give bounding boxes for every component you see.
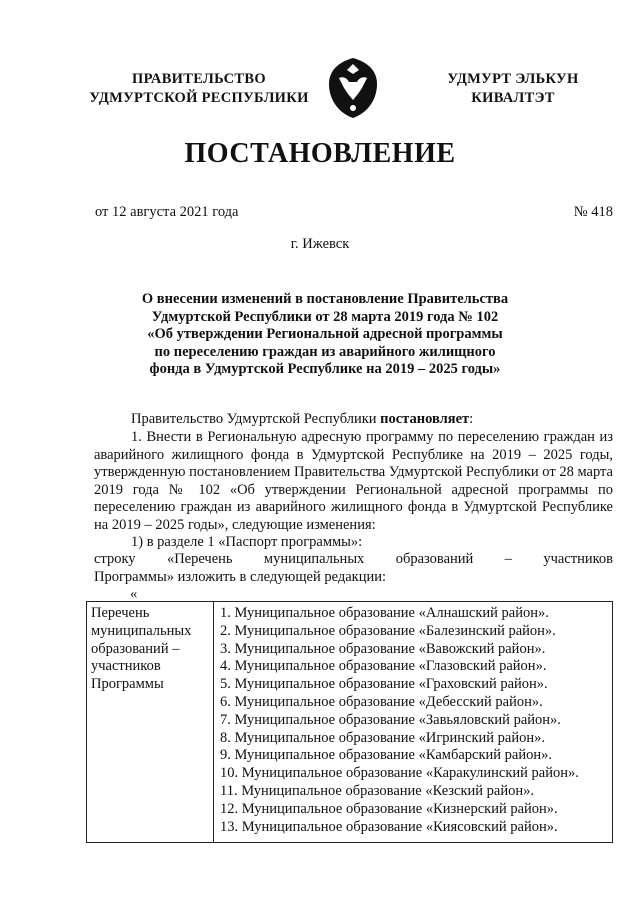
- label-line: участников: [91, 658, 161, 675]
- list-item: 10. Муниципальное образование «Каракулинский район».: [220, 765, 579, 782]
- header-right-line2: КИВАЛТЭТ: [471, 90, 555, 106]
- table-row: [87, 602, 613, 843]
- list-item: 7. Муниципальное образование «Завьяловский район».: [220, 711, 561, 728]
- p3-word: муниципальных: [263, 551, 365, 567]
- intro-bold-verb: постановляет: [380, 411, 470, 427]
- table-list-cell: [214, 602, 613, 843]
- passport-table: [86, 601, 613, 843]
- paragraph-3: [94, 551, 613, 586]
- list-item: 12. Муниципальное образование «Кизнерский район».: [220, 800, 558, 817]
- intro-end: :: [469, 411, 474, 427]
- p3-word: участников: [543, 551, 613, 567]
- table-label-cell: [87, 602, 214, 843]
- udmurt-coat-of-arms-icon: [325, 56, 381, 120]
- subject-line: О внесении изменений в постановление Правительства: [141, 291, 509, 307]
- label-line: Перечень: [91, 605, 150, 621]
- paragraph-3-rest: Программы» изложить в следующей редакции:: [94, 568, 387, 585]
- opening-quote: «: [130, 586, 138, 602]
- subject-line: по переселению граждан из аварийного жилищного: [154, 343, 496, 360]
- intro-text: Правительство Удмуртской Республики: [131, 411, 381, 427]
- label-line: образований –: [91, 640, 180, 657]
- intro-paragraph: [94, 411, 613, 429]
- list-item: 2. Муниципальное образование «Балезинский район».: [220, 622, 556, 639]
- p3-word: образований: [395, 551, 474, 567]
- list-item: 8. Муниципальное образование «Игринский район».: [220, 729, 546, 746]
- list-item: 9. Муниципальное образование «Камбарский район».: [220, 747, 552, 764]
- header-left-line2: УДМУРТСКОЙ РЕСПУБЛИКИ: [89, 90, 309, 106]
- label-line: муниципальных: [91, 622, 192, 639]
- list-item: 1. Муниципальное образование «Алнашский район».: [220, 605, 549, 621]
- list-item: 11. Муниципальное образование «Кезский район».: [220, 782, 534, 799]
- document-title: ПОСТАНОВЛЕНИЕ: [184, 138, 456, 169]
- document-city: г. Ижевск: [290, 236, 350, 252]
- p3-word: «Перечень: [166, 551, 233, 567]
- list-item: 4. Муниципальное образование «Глазовский район».: [220, 658, 547, 675]
- subject-line: фонда в Удмуртской Республике на 2019 – 2025 годы»: [149, 361, 501, 377]
- label-line: Программы: [91, 676, 164, 693]
- header-right-block: [418, 70, 608, 108]
- paragraph-3-first-line: [94, 551, 613, 569]
- header-left-block: [84, 70, 314, 108]
- subject-line: Удмуртской Республики от 28 марта 2019 года № 102: [151, 308, 499, 325]
- p3-word: –: [504, 551, 512, 567]
- header-right-line1: УДМУРТ ЭЛЬКУН: [447, 71, 579, 87]
- document-number: № 418: [573, 204, 613, 220]
- paragraph-2: 1) в разделе 1 «Паспорт программы»:: [131, 534, 363, 550]
- list-item: 3. Муниципальное образование «Вавожский район».: [220, 640, 546, 657]
- header-left-line1: ПРАВИТЕЛЬСТВО: [132, 71, 266, 87]
- list-item: 6. Муниципальное образование «Дебесский район».: [220, 693, 543, 710]
- document-date: от 12 августа 2021 года: [95, 204, 239, 220]
- subject-line: «Об утверждении Региональной адресной программы: [147, 326, 503, 342]
- list-item: 13. Муниципальное образование «Киясовский район».: [220, 818, 558, 835]
- paragraph-1: 1. Внести в Региональную адресную программу по переселению граждан из аварийного жилищного фонда в Удмуртской Республике на 2019 – 2025 годы, утвержденную постановлением Правительства Удмуртской Республики от 28 марта 2019 года № 102 «Об утверждении Региональной адресной программы по переселению граждан из аварийного жилищного фонда в Удмуртской Республике на 2019 – 2025 годы», следующие изменения:: [94, 429, 613, 533]
- p3-word: строку: [94, 551, 136, 567]
- document-subject: [110, 291, 540, 379]
- list-item: 5. Муниципальное образование «Граховский район».: [220, 676, 548, 693]
